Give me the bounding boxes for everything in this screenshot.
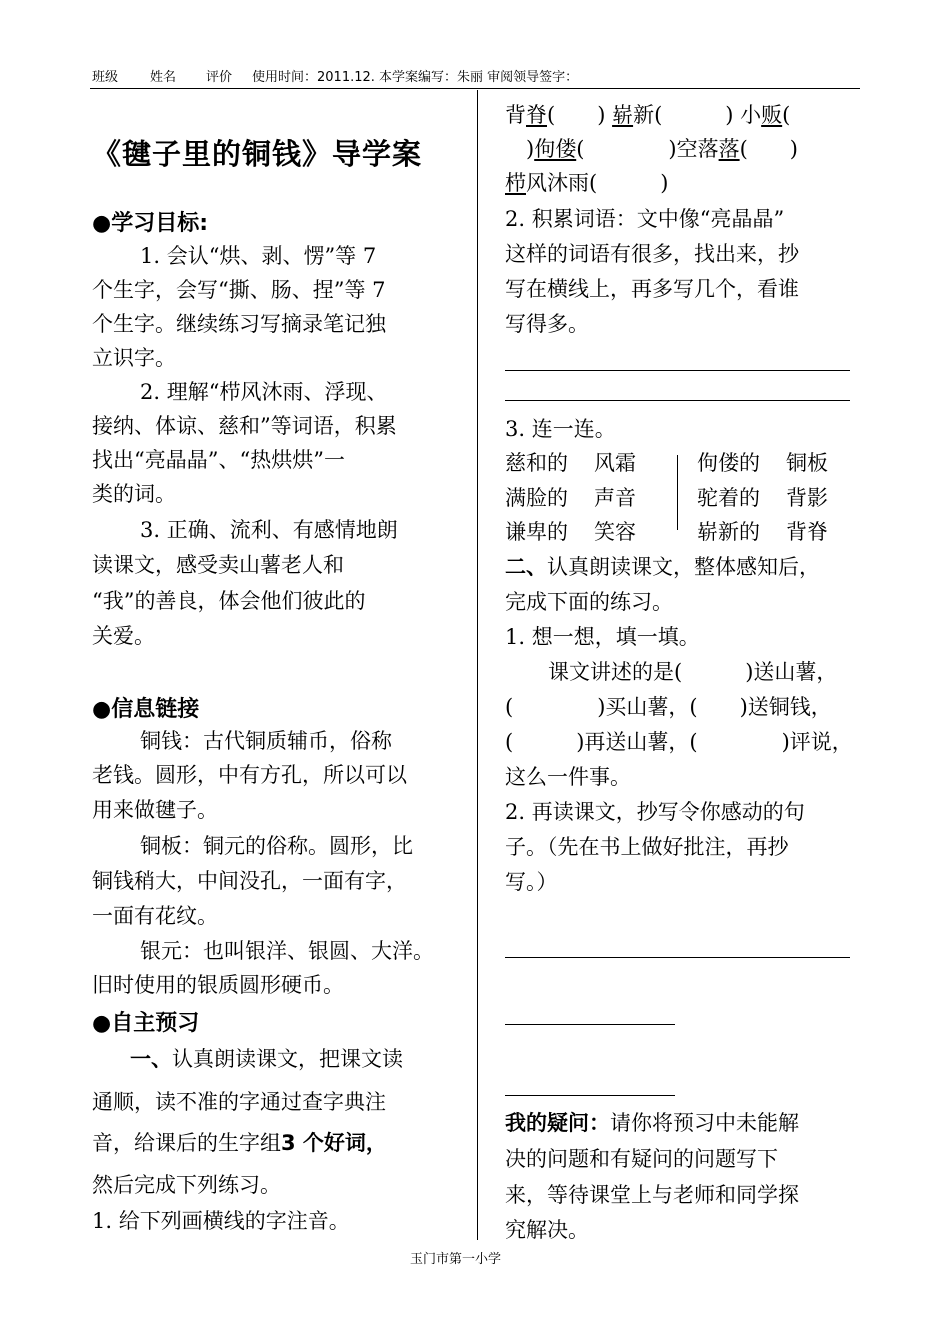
answer-line (505, 1095, 675, 1096)
pinyin-row-2 (505, 132, 798, 166)
preview-line: 1. 给下列画横线的字注音。 (92, 1209, 350, 1233)
match-left-1: 慈和的 风霜 (505, 451, 636, 475)
goals-line: 找出“亮晶晶”、“热烘烘”一 (92, 448, 345, 472)
underlined-char: 崭 (612, 103, 634, 127)
info-link-line: 一面有花纹。 (92, 904, 218, 928)
pinyin-row-3 (505, 166, 668, 200)
q2-line: 这样的词语有很多，找出来，抄 (505, 242, 799, 266)
goals-line: 类的词。 (92, 482, 176, 506)
header-name-label: 姓名 (150, 70, 177, 85)
info-link-line: 用来做毽子。 (92, 798, 218, 822)
q2-line: 写得多。 (505, 312, 589, 336)
match-left-3: 谦卑的 笑容 (505, 520, 636, 544)
match-right-2: 驼着的 背影 (697, 486, 828, 510)
goals-heading: ●学习目标: (92, 211, 208, 236)
info-link-line: 铜钱：古代铜质辅币，俗称 (140, 729, 392, 753)
goals-line: 读课文，感受卖山薯老人和 (92, 553, 344, 577)
match-right-3: 崭新的 背脊 (697, 520, 828, 544)
part-two-text: 认真朗读课文，整体感知后， (547, 555, 820, 579)
match-separator (677, 455, 678, 530)
underlined-char: 脊 (526, 103, 547, 127)
fill-line: 这么一件事。 (505, 765, 631, 789)
blank: ( ) (739, 137, 798, 161)
goals-line: “我”的善良，体会他们彼此的 (92, 589, 366, 613)
word-text: 风沐雨 (526, 171, 589, 195)
underlined-word: 佝偻 (534, 137, 577, 161)
preview-line: 然后完成下列练习。 (92, 1173, 281, 1197)
word-char: 背 (505, 103, 526, 127)
page-title: 《毽子里的铜钱》导学案 (92, 137, 423, 171)
question-line: 来，等待课堂上与老师和同学探 (505, 1183, 799, 1207)
fill-line: 1. 想一想，填一填。 (505, 625, 700, 649)
preview-line-3 (92, 1126, 387, 1160)
goals-line: 1. 会认“烘、剥、愣”等 7 (140, 244, 377, 268)
goals-line: 关爱。 (92, 624, 155, 648)
info-link-line: 铜板：铜元的俗称。圆形，比 (140, 834, 413, 858)
header-divider (90, 88, 860, 89)
pinyin-row-1 (505, 98, 790, 132)
q2-line: 2. 积累词语：文中像“亮晶晶” (505, 207, 785, 231)
part-two-line-2: 完成下面的练习。 (505, 590, 673, 614)
goals-line: 个生字。继续练习写摘录笔记独 (92, 312, 386, 336)
blank: ( ) (547, 103, 606, 127)
blank: ( ) (589, 171, 669, 195)
answer-line (505, 370, 850, 371)
info-link-line: 铜钱稍大，中间没孔，一面有字， (92, 869, 407, 893)
info-link-line: 老钱。圆形，中有方孔，所以可以 (92, 763, 407, 787)
goals-line: 立识字。 (92, 346, 176, 370)
fill-line: ( )再送山薯，( )评说， (505, 730, 853, 754)
word-char: 小 (740, 103, 762, 127)
preview-heading: ●自主预习 (92, 1011, 200, 1036)
my-question-label: 我的疑问： (505, 1111, 610, 1135)
preview-line: 通顺，读不准的字通过查字典注 (92, 1090, 386, 1114)
underlined-char: 栉 (505, 171, 526, 195)
part-two-line-1 (505, 550, 820, 584)
info-link-line: 银元：也叫银洋、银圆、大洋。 (140, 939, 434, 963)
preview-text: 认真朗读课文，把课文读 (172, 1047, 403, 1071)
answer-line (505, 957, 850, 958)
word-char: 新 (633, 103, 655, 127)
question-text: 请你将预习中未能解 (610, 1111, 799, 1135)
footer-school: 玉门市第一小学 (410, 1252, 502, 1267)
blank: ( (782, 103, 791, 127)
fill-line: 课文讲述的是( )送山薯， (548, 660, 838, 684)
goals-line: 个生字，会写“撕、肠、捏”等 7 (92, 278, 386, 302)
question-line: 究解决。 (505, 1218, 589, 1242)
blank: ) (505, 137, 535, 161)
match-right-1: 佝偻的 铜板 (697, 451, 828, 475)
question-line-1 (505, 1106, 799, 1140)
goals-line: 3. 正确、流利、有感情地朗 (140, 518, 398, 542)
blank: ( ) (654, 103, 734, 127)
match-left-2: 满脸的 声音 (505, 486, 636, 510)
preview-text-bold: 3 个好词， (281, 1131, 387, 1155)
fill-line: 子。（先在书上做好批注，再抄 (505, 835, 789, 859)
column-divider (477, 90, 478, 1240)
word-text: ( )空落 (576, 137, 719, 161)
part-two-label: 二、 (505, 555, 547, 579)
header-class-label: 班级 (92, 70, 119, 85)
underlined-char: 落 (718, 137, 740, 161)
info-link-heading: ●信息链接 (92, 697, 200, 722)
q2-line: 写在横线上，再多写几个，看谁 (505, 277, 799, 301)
goals-line: 接纳、体谅、慈和”等词语，积累 (92, 414, 397, 438)
preview-line-1 (130, 1042, 403, 1076)
q3-label: 3. 连一连。 (505, 417, 616, 441)
fill-line: ( )买山薯，( )送铜钱， (505, 695, 832, 719)
header-eval-label: 评价 (206, 70, 233, 85)
fill-line: 2. 再读课文，抄写令你感动的句 (505, 800, 805, 824)
answer-line (505, 1024, 675, 1025)
goals-line: 2. 理解“栉风沐雨、浮现、 (140, 380, 388, 404)
answer-line (505, 400, 850, 401)
header-info: 使用时间：2011.12. 本学案编写：朱丽 审阅领导签字： (252, 70, 579, 85)
fill-line: 写。） (505, 870, 558, 894)
preview-text: 音，给课后的生字组 (92, 1131, 281, 1155)
info-link-line: 旧时使用的银质圆形硬币。 (92, 973, 344, 997)
question-line: 决的问题和有疑问的问题写下 (505, 1147, 778, 1171)
part-one-label: 一、 (130, 1047, 172, 1071)
underlined-char: 贩 (761, 103, 783, 127)
